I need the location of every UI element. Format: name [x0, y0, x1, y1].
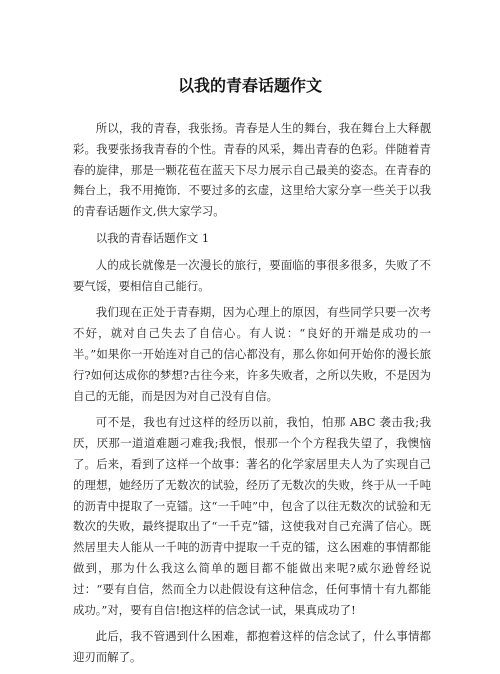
paragraph: 此后，我不管遇到什么困难，都抱着这样的信念试了，什么事情都迎刃而解了。 — [73, 629, 431, 665]
section-heading: 以我的青春话题作文 1 — [95, 230, 210, 245]
paragraph: 人的成长就像是一次漫长的旅行，要面临的事很多很多，失败了不要气馁，要相信自己能行。 — [73, 257, 431, 293]
paragraph-intro: 所以，我的青春，我张扬。青春是人生的舞台，我在舞台上大释靓彩。我要张扬我青春的个性。青春的风采，舞出青春的色彩。伴随着青春的旋律，那是一颗花苞在蓝天下尽力展示自己最美的姿态。在青春的舞台上，我不用掩饰．不要过多的玄虚，这里给大家分享一些关于以我的青春话题作文,供大家学习。 — [73, 121, 431, 219]
paragraph: 我们现在正处于青春期，因为心理上的原因，有些同学只要一次考不好，就对自己失去了自信心。有人说：“良好的开端是成功的一半。”如果你一开始连对自己的信心都没有，那么你如何开始你的漫长旅行?如何达成你的梦想?古往今来，许多失败者，之所以失败，不是因为自己的无能，而是因为对自己没有自信。 — [73, 305, 431, 403]
document-title: 以我的青春话题作文 — [177, 76, 322, 95]
document-body — [73, 118, 431, 674]
paragraph: 可不是，我也有过这样的经历以前，我怕，怕那 ABC 袭击我;我厌，厌那一道道难题刁难我;我恨，恨那一个个方程我失望了，我懊恼了。后来，看到了这样一个故事：著名的化学家居里夫人为了实现自己的理想，她经历了无数次的试验，经历了无数次的失败，终于从一千吨的沥青中提取了一克镭。这“一千吨”中，包含了以往无数次的试验和无数次的失败，最终提取出了“一千克”镭，这使我对自己充满了信心。既然居里夫人能从一千吨的沥青中提取一千克的镭，这么困难的事情都能做到，那为什么我这么简单的题目都不能做出来呢?威尔逊曾经说过：“要有自信，然而全力以赴假设有这种信念，任何事情十有九都能成功。”对，要有自信!抱这样的信念试一试，果真成功了! — [73, 415, 431, 617]
